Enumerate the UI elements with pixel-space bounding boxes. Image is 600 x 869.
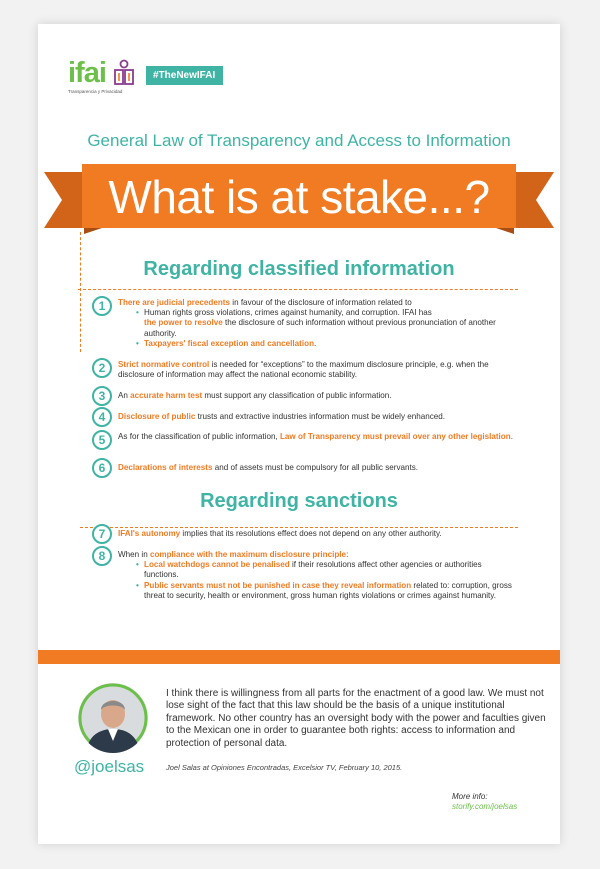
portrait-icon [78,683,148,753]
bullet-item: • Human rights gross violations, crimes against humanity, and corruption. IFAI has the power to resolve the disclosure of such information without previous pronunciation of another authority. [136,308,518,339]
quote-citation: Joel Salas at Opiniones Encontradas, Excelsior TV, February 10, 2015. [166,763,403,772]
more-info-link[interactable]: storify.com/joelsas [452,802,518,811]
banner-title: What is at stake...? [108,171,490,223]
item-number: 1 [92,296,112,316]
item-number: 4 [92,407,112,427]
bullet-item: • Taxpayers' fiscal exception and cancellation. [136,339,518,349]
more-info-label: More info: [452,792,488,801]
item-number: 5 [92,430,112,450]
quote-text: I think there is willingness from all parts for the enactment of a good law. We must not lose sight of the fact that this law should be the basis of a unique institutional framework. No other country has an oversight body with the power and faculties given to the Mexican one in order to guarantee both rights: access to information and protection of personal data. [166,688,546,749]
section-divider [80,527,518,528]
item-number: 2 [92,358,112,378]
bullet-item: • Local watchdogs cannot be penalised if their resolutions affect other agencies or authorities functions. [136,560,518,580]
banner [44,158,554,234]
item-number: 8 [92,546,112,566]
page-title: General Law of Transparency and Access to Information [87,131,511,150]
section-divider [78,289,518,290]
item-number: 3 [92,386,112,406]
item-number: 6 [92,458,112,478]
bullet-item: • Public servants must not be punished in case they reveal information related to: corruption, gross threat to security, health or environment, gross human rights violations or crimes against humanity. [136,581,518,601]
section-title-sanctions: Regarding sanctions [200,490,398,512]
logo-tagline: Transparencia y Privacidad [68,89,123,94]
avatar [78,683,148,753]
logo-text: ifai [68,57,106,89]
item-number: 7 [92,524,112,544]
book-figure-icon [113,59,135,87]
twitter-handle: @joelsas [74,757,145,776]
ifai-logo [68,58,132,100]
section-title-classified: Regarding classified information [143,258,455,280]
divider-bar [38,650,560,664]
infographic-sheet: ifai Transparencia y Privacidad #TheNewIFAI General Law of Transparency and Access to Information What is at stake...? Regarding classified information 1 There are judicial precedents in favour of the disclosure of information related to • Human rights gross violations, crimes against humanity, and corruption. IFAI has the power to resolve the disclosure of such information without previous pronunciation of another authority. • Taxpayers' fiscal exception and cancellation. 2 Strict normative control is needed for “exceptions” to the maximum disclosure principle, e.g. when the disclosure of information may affect the national economic stability. 3 An accurate harm test must support any classification of public information. 4 Disclosure of public trusts and extractive industries information must be widely enhanced. 5 As for the classification of public information, Law of Transparency must prevail over any other legislation. 6 Declarations of interests and of assets must be compulsory for all public servants. Regarding sanctions 7 IFAI's autonomy implies that its resolutions effect does not depend on any other authority. 8 When in compliance with the maximum disclosure principle: • Local watchdogs cannot be penalised if their resolutions affect other agencies or authorities functions. • Public servants must not be punished in case they reveal information related to: corruption, gross threat to security, health or environment, gross human rights violations or crimes against humanity. @joelsas I think there is willingness from all parts for the enactment of a good law. We must not lose sight of the fact that this law should be the basis of a unique institutional framework. No other country has an oversight body with the power and faculties given to the Mexican one in order to guarantee both rights: access to information and protection of personal data. Joel Salas at Opiniones Encontradas, Excelsior TV, February 10, 2015. More info: storify.com/joelsas [38,24,560,844]
dashed-guide [80,232,81,352]
hashtag-badge: #TheNewIFAI [146,66,223,85]
